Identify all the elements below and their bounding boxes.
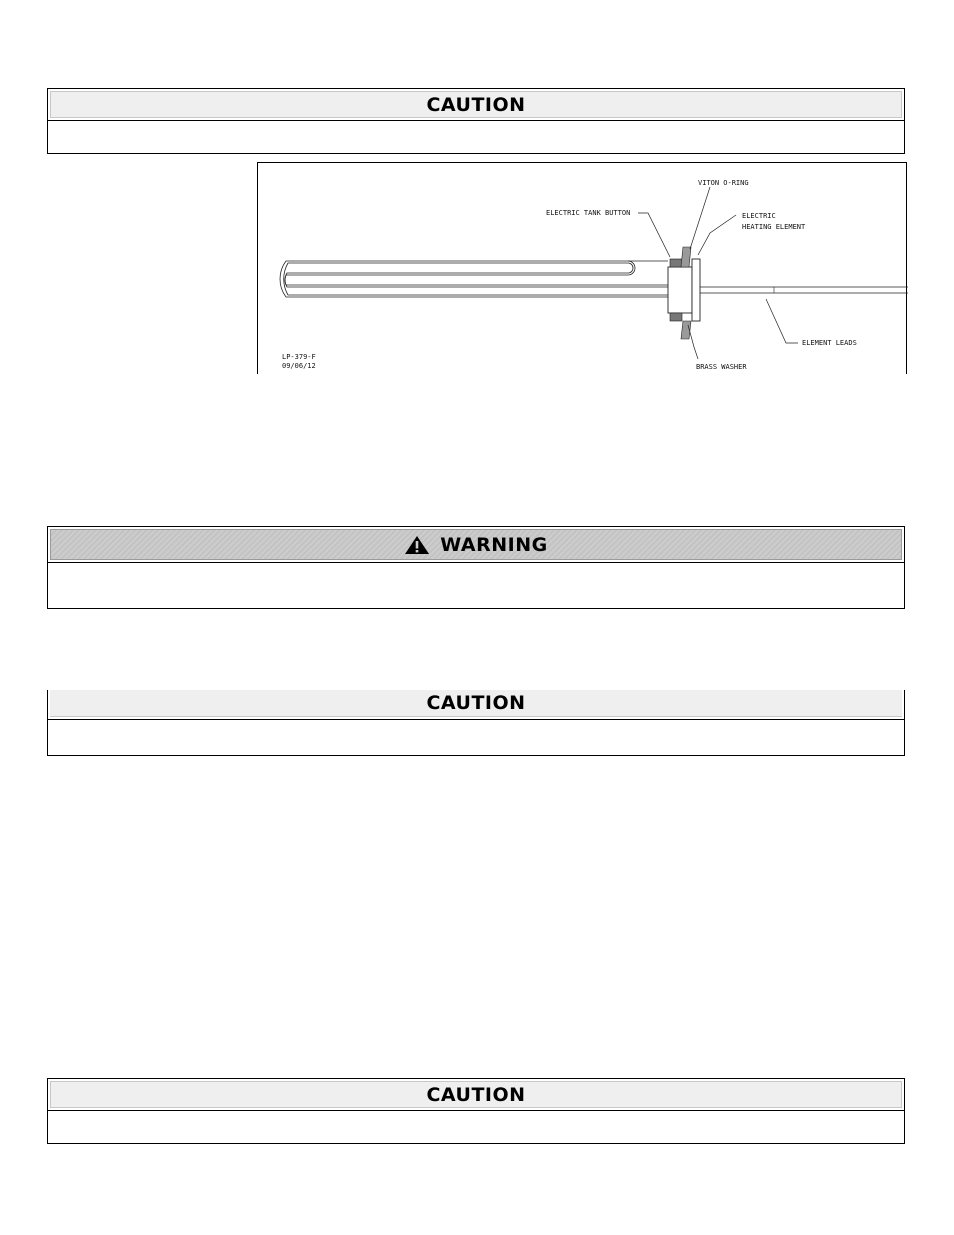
- caution-notice-1: [47, 88, 905, 154]
- warning-triangle-icon: [404, 535, 430, 555]
- drawing-date: 09/06/12: [282, 362, 316, 370]
- caution-header: [50, 690, 902, 717]
- caution-header: [50, 1081, 902, 1108]
- drawing-number: LP-379-F: [282, 353, 316, 361]
- electric-label: ELECTRIC: [742, 212, 776, 220]
- heating-element-diagram: [257, 162, 907, 374]
- warning-body: [48, 562, 904, 609]
- caution-header: [50, 91, 902, 118]
- caution-title: CAUTION: [426, 93, 526, 116]
- caution-body: [48, 1110, 904, 1142]
- brass-washer-label: BRASS WASHER: [696, 363, 747, 371]
- caution-body: [48, 120, 904, 152]
- caution-body: [48, 719, 904, 753]
- electric-tank-button-label: ELECTRIC TANK BUTTON: [546, 209, 631, 217]
- caution-notice-3: [47, 1078, 905, 1144]
- caution-notice-2: [47, 690, 905, 756]
- caution-title: CAUTION: [426, 1083, 526, 1106]
- warning-title: WARNING: [440, 533, 548, 556]
- warning-header: [50, 529, 902, 560]
- caution-title: CAUTION: [426, 692, 526, 714]
- warning-notice: [47, 526, 905, 609]
- heating-element-label: HEATING ELEMENT: [742, 223, 806, 231]
- viton-o-ring-label: VITON O-RING: [698, 179, 749, 187]
- element-leads-label: ELEMENT LEADS: [802, 339, 857, 347]
- heating-element-drawing: [258, 163, 908, 375]
